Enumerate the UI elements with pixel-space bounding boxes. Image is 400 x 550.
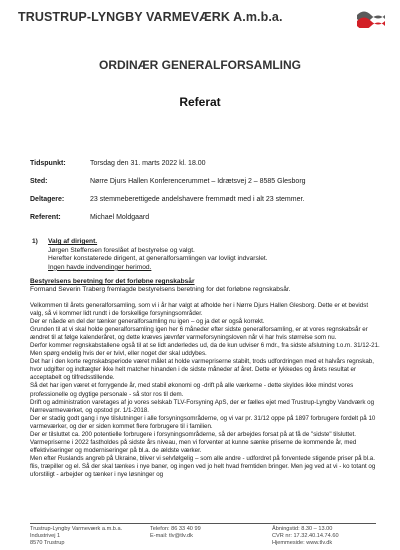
footer-line: 8570 Trustrup <box>30 540 65 547</box>
body-paragraph: Der er stadig godt gang i nye tilslutninger i alle forsyningsområderne, og vi var pr. 31/12 oppe på 1897 forbrugere fordelt på 10 varmeværker, og der er siden kommet flere forbrugere til i familien. <box>30 414 376 430</box>
body-paragraph: Drift og administration varetages af jo vores selskab TLV-Forsyning ApS, der er fælles ejet med Trustrup-Lyngby Vandværk og Nørrevarmeværket, og opstod pr. 1/1-2018. <box>30 398 375 414</box>
meta-label: Deltagere: <box>30 196 65 203</box>
meta-label: Sted: <box>30 178 48 185</box>
meta-value: Michael Moldgaard <box>90 214 150 221</box>
report-body-text <box>30 302 380 479</box>
body-paragraph: Det har i den korte regnskabsperiode været målet at holde varmepriserne stabilt, trods udfordringen med et halvårs regnskab, hvor udgifter og indtægter ikke helt matcher hinanden i de sidste måneder af året. Dette er lykkedes og årets resultat er acceptabelt og tilfredsstillende. <box>30 358 374 382</box>
meta-value: Torsdag den 31. marts 2022 kl. 18.00 <box>90 160 206 167</box>
body-paragraph: Varmepriserne i 2022 fastholdes på sidste års niveau, men vi forventer at kunne sænke priserne de kommende år, med effektiviseringer og moderniseringer på bl.a. de ældste værker. <box>30 438 357 454</box>
section-subtitle: Formand Severin Traberg fremlagde bestyrelsens beretning for det forløbne regnskabsår. <box>30 286 291 293</box>
footer-line: Industrivej 1 <box>30 533 61 540</box>
footer-divider <box>30 523 376 524</box>
company-name: TRUSTRUP-LYNGBY VARMEVÆRK A.m.b.a. <box>18 10 283 24</box>
footer-line: Hjemmeside: www.tlv.dk <box>272 540 333 547</box>
section-title: Bestyrelsens beretning for det forløbne regnskabsår <box>30 278 195 285</box>
body-paragraph: Der er nåede en del der tænker generalforsamling nu igen – og ja det er også korrekt. <box>30 318 265 326</box>
agenda-line: Herefter konstaterede dirigent, at generalforsamlingen var lovligt indvarslet. <box>48 255 268 263</box>
footer-contact <box>150 526 201 540</box>
body-paragraph: Velkommen til årets generalforsamling, som vi i år har valgt at afholde her i Nørre Djurs Hallen Glesborg. Dette er et bevidst valg, så vi kommer lidt rundt i de forskellige forsyningsområder. <box>30 302 369 318</box>
footer-line: Trustrup-Lyngby Varmeværk a.m.b.a. <box>30 526 123 532</box>
footer-info <box>272 526 339 548</box>
footer-line: Åbningstid: 8.30 – 13.00 <box>272 526 333 532</box>
agenda-title: Valg af dirigent. <box>48 238 98 245</box>
document-title: ORDINÆR GENERALFORSAMLING <box>99 58 301 72</box>
agenda-line: Jørgen Steffensen foreslået af bestyrelse og valgt. <box>48 246 195 254</box>
agenda-number: 1) <box>32 238 38 245</box>
body-paragraph: Men efter Ruslands angreb på Ukraine, bliver vi selvfølgelig – som alle andre - udfordret på forventede stigende priser på bl.a. flis, træpiller og el. Så der skal tænkes i nye baner, og ingen ved jo helt hvad fremtiden bringer. Men jeg ved at vi - ko totant og uforstiligt - arbejder og tænker i nye løsninger og <box>30 454 376 478</box>
letterhead <box>18 6 386 34</box>
meta-value: 23 stemmeberettigede andelshavere fremmødt med i alt 23 stemmer. <box>90 196 305 203</box>
body-paragraph: Der er tilsluttet ca. 200 potentielle forbrugere i forsyningsområderne, så der arbejdes forsat på at få de "sidste" tilsluttet. <box>30 430 356 438</box>
footer-line: CVR nr: 17.32.40.14.74.60 <box>272 533 339 540</box>
body-paragraph: Derfor kommer regnskabstallene også til at se lidt anderledes ud, da de kun udviser 6 mdr., fra sidste afslutning t.o.m. 31/12-21. Men spørg endelig hvis der er tvivl, eller noget der skal uddybes. <box>30 342 380 358</box>
body-paragraph: Så det har igen været et forrygende år, med stabil økonomi og -drift på alle værkerne - dette skyldes ikke mindst vores professionelle og dygtige personale - så stor ros til dem. <box>30 382 354 398</box>
company-logo-icon <box>356 6 386 28</box>
meta-value: Nørre Djurs Hallen Konferencerummet – Idrætsvej 2 – 8585 Glesborg <box>90 178 306 185</box>
document-subtitle: Referat <box>179 95 221 109</box>
meta-label: Tidspunkt: <box>30 160 66 167</box>
meta-label: Referent: <box>30 214 61 221</box>
footer-address <box>30 526 122 548</box>
body-paragraph: Grunden til at vi skal holde generalforsamling igen her 6 måneder efter sidste generalforsamling, er at vores regnskabsår er ændret til at følge kalenderåret, og dette kræves jævnfør varmeforsyningsloven når vi har hvis størrelse som nu. <box>30 326 368 342</box>
agenda-line: Ingen havde indvendinger herimod. <box>48 263 152 271</box>
footer-line: Telefon: 86 33 40 99 <box>150 526 201 532</box>
footer-line: E-mail: tlv@tlv.dk <box>150 533 193 540</box>
